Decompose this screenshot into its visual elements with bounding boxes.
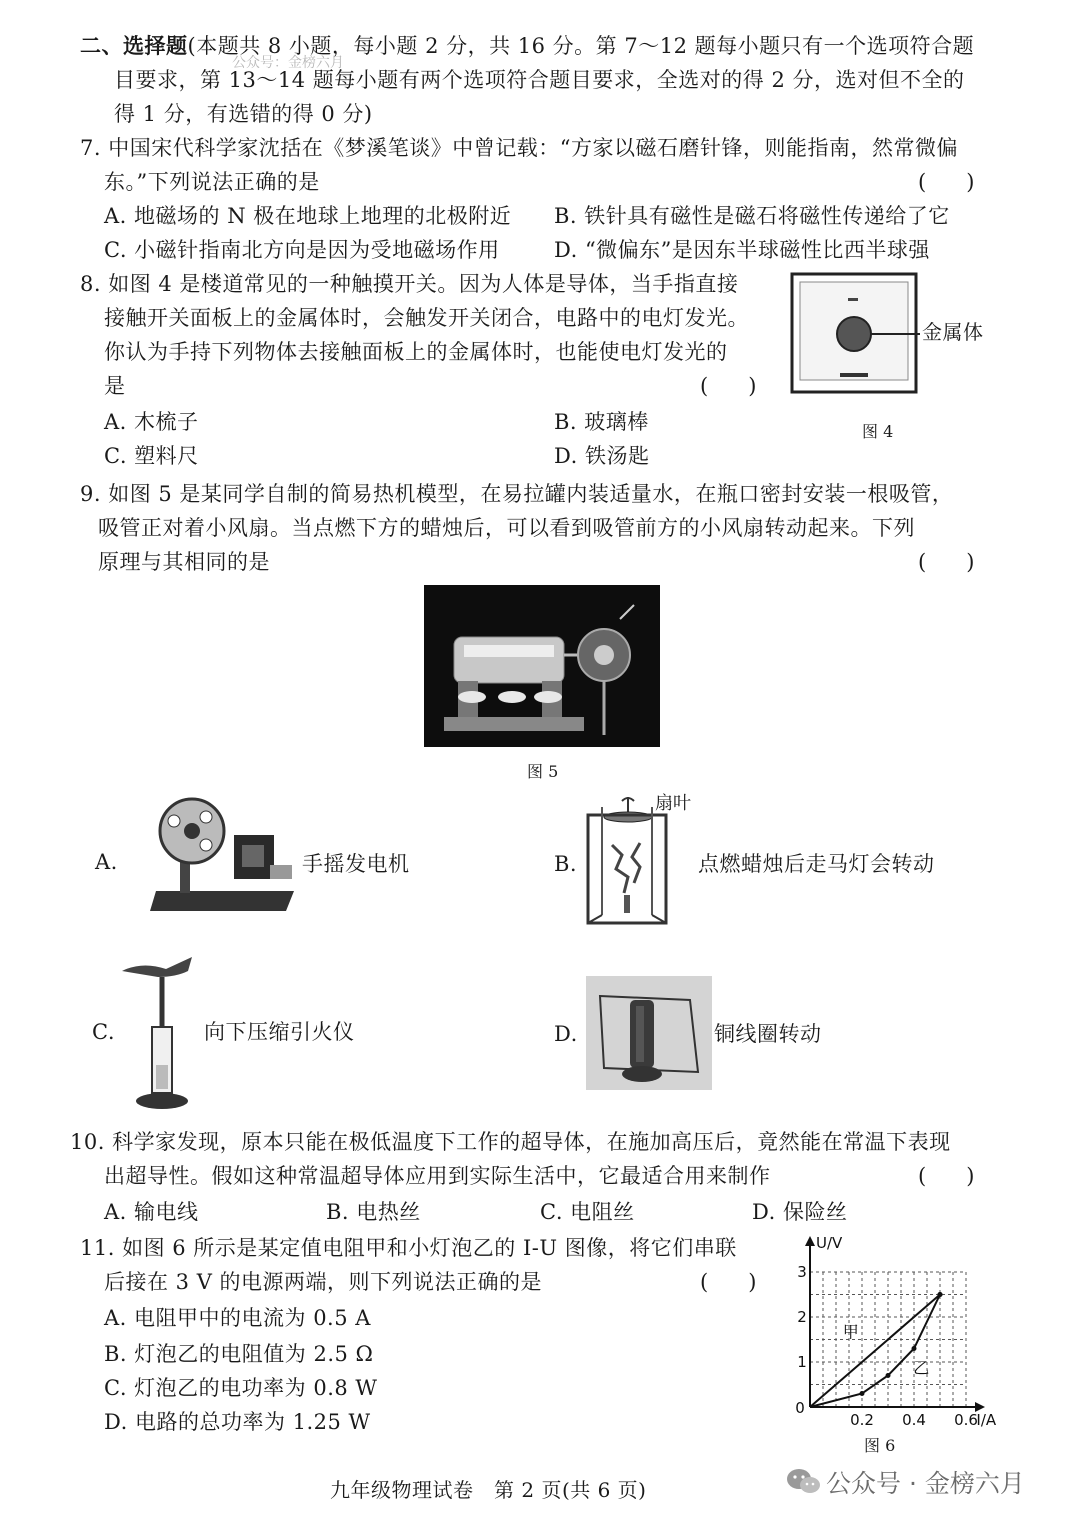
q9-option-d-letter: D. bbox=[554, 1022, 578, 1046]
y-tick-label: 3 bbox=[797, 1263, 807, 1281]
q8-option-b: B. 玻璃棒 bbox=[554, 410, 649, 434]
q8-stem-line4: 是 bbox=[104, 374, 126, 398]
q9-option-b-letter: B. bbox=[554, 852, 578, 876]
q7-option-a: A. 地磁场的 N 极在地球上地理的北极附近 bbox=[104, 204, 512, 228]
q11-option-b: B. 灯泡乙的电阻值为 2.5 Ω bbox=[104, 1342, 374, 1366]
fire-syringe-image bbox=[118, 955, 198, 1115]
series-point-乙 bbox=[938, 1292, 943, 1297]
series-point-乙 bbox=[860, 1391, 865, 1396]
series-label-甲: 甲 bbox=[842, 1322, 859, 1342]
q11-stem-line1: 11. 如图 6 所示是某定值电阻甲和小灯泡乙的 I-U 图像，将它们串联 bbox=[80, 1236, 737, 1260]
figure-6-iu-chart bbox=[790, 1232, 1000, 1432]
metal-contact bbox=[837, 317, 871, 351]
series-point-乙 bbox=[912, 1346, 917, 1351]
q9-option-a-letter: A. bbox=[95, 850, 118, 874]
y-tick-label: 2 bbox=[797, 1308, 807, 1326]
q7-option-b: B. 铁针具有磁性是磁石将磁性传递给了它 bbox=[554, 204, 950, 228]
q10-option-a: A. 输电线 bbox=[104, 1200, 199, 1224]
lantern-fan-blade-label: 扇叶 bbox=[655, 793, 691, 814]
chart-series bbox=[810, 1292, 943, 1407]
x-tick-label: 0.2 bbox=[850, 1411, 874, 1429]
q9-option-d-text: 铜线圈转动 bbox=[714, 1022, 822, 1046]
q9-option-a-text: 手摇发电机 bbox=[302, 852, 410, 876]
q8-option-a: A. 木梳子 bbox=[104, 410, 199, 434]
section-header-line3: 得 1 分，有选错的得 0 分) bbox=[114, 102, 373, 126]
q9-option-c-text: 向下压缩引火仪 bbox=[204, 1020, 355, 1044]
q10-answer-blank: ( ) bbox=[918, 1164, 975, 1188]
q8-option-d: D. 铁汤匙 bbox=[554, 444, 650, 468]
q11-answer-blank: ( ) bbox=[700, 1270, 757, 1294]
q9-stem-line1: 9. 如图 5 是某同学自制的简易热机模型，在易拉罐内装适量水，在瓶口密封安装一根吸管， bbox=[80, 482, 954, 506]
section-header-line1 bbox=[80, 32, 974, 60]
origin-label: 0 bbox=[795, 1399, 805, 1417]
q11-option-c: C. 灯泡乙的电功率为 0.8 W bbox=[104, 1376, 378, 1400]
q10-option-d: D. 保险丝 bbox=[752, 1200, 848, 1224]
q9-option-c-letter: C. bbox=[92, 1020, 115, 1044]
q10-option-b: B. 电热丝 bbox=[326, 1200, 421, 1224]
section-instructions: (本题共 8 小题，每小题 2 分，共 16 分。第 7～12 题每小题只有一个选项符合题 bbox=[187, 34, 975, 58]
chart-axes bbox=[805, 1236, 985, 1412]
page-footer: 九年级物理试卷 第 2 页(共 6 页) bbox=[330, 1478, 647, 1502]
x-axis-label: I/A bbox=[976, 1411, 997, 1429]
copper-coil-image bbox=[586, 976, 712, 1090]
q7-answer-blank: ( ) bbox=[918, 170, 975, 194]
figure-6-caption: 图 6 bbox=[864, 1436, 896, 1455]
x-tick-label: 0.4 bbox=[902, 1411, 926, 1429]
y-tick-label: 1 bbox=[797, 1353, 807, 1371]
q10-option-c: C. 电阻丝 bbox=[540, 1200, 635, 1224]
y-axis-label: U/V bbox=[816, 1234, 843, 1252]
section-header-line2: 目要求，第 13～14 题每小题有两个选项符合题目要求，全选对的得 2 分，选对但不全的 bbox=[114, 68, 965, 92]
section-title: 二、选择题 bbox=[80, 33, 188, 58]
q9-answer-blank: ( ) bbox=[918, 550, 975, 574]
q8-answer-blank: ( ) bbox=[700, 374, 757, 398]
figure-4-touch-switch bbox=[790, 272, 920, 396]
q10-stem-line2: 出超导性。假如这种常温超导体应用到实际生活中，它最适合用来制作 bbox=[104, 1164, 771, 1188]
figure-5-caption: 图 5 bbox=[527, 762, 559, 781]
figure-4-caption: 图 4 bbox=[862, 422, 894, 441]
figure-5-heat-engine-photo bbox=[424, 585, 660, 747]
wechat-icon bbox=[786, 1466, 822, 1496]
q10-stem-line1: 10. 科学家发现，原本只能在极低温度下工作的超导体，在施加高压后，竟然能在常温下表现 bbox=[70, 1130, 951, 1154]
q7-stem-line1: 7. 中国宋代科学家沈括在《梦溪笔谈》中曾记载：“方家以磁石磨针锋，则能指南，然常微偏 bbox=[80, 136, 958, 160]
q7-stem-line2: 东。”下列说法正确的是 bbox=[104, 170, 320, 194]
y-axis-arrow bbox=[805, 1236, 815, 1246]
q11-stem-line2: 后接在 3 V 的电源两端，则下列说法正确的是 bbox=[104, 1270, 543, 1294]
q9-stem-line2: 吸管正对着小风扇。当点燃下方的蜡烛后，可以看到吸管前方的小风扇转动起来。下列 bbox=[98, 516, 915, 540]
hand-crank-generator-image bbox=[150, 795, 300, 915]
series-line-甲 bbox=[810, 1295, 940, 1408]
q8-stem-line3: 你认为手持下列物体去接触面板上的金属体时，也能使电灯发光的 bbox=[104, 340, 728, 364]
footer-watermark-text: 公众号 · 金榜六月 bbox=[826, 1469, 1025, 1498]
q8-stem-line2: 接触开关面板上的金属体时，会触发开关闭合，电路中的电灯发光。 bbox=[104, 306, 749, 330]
revolving-lantern-image bbox=[582, 795, 672, 935]
figure-4-metal-label: 金属体 bbox=[922, 320, 984, 344]
series-label-乙: 乙 bbox=[913, 1358, 930, 1378]
q8-option-c: C. 塑料尺 bbox=[104, 444, 199, 468]
watermark-top: 公众号：金榜六月 bbox=[232, 55, 344, 71]
q11-option-d: D. 电路的总功率为 1.25 W bbox=[104, 1410, 371, 1434]
q7-option-c: C. 小磁针指南北方向是因为受地磁场作用 bbox=[104, 238, 500, 262]
q11-option-a: A. 电阻甲中的电流为 0.5 A bbox=[104, 1306, 371, 1330]
series-point-乙 bbox=[886, 1373, 891, 1378]
q7-option-d: D. “微偏东”是因东半球磁性比西半球强 bbox=[554, 238, 930, 262]
q9-option-b-text: 点燃蜡烛后走马灯会转动 bbox=[698, 852, 935, 876]
x-tick-label: 0.6 bbox=[954, 1411, 978, 1429]
q8-stem-line1: 8. 如图 4 是楼道常见的一种触摸开关。因为人体是导体，当手指直接 bbox=[80, 272, 739, 296]
q9-stem-line3: 原理与其相同的是 bbox=[98, 550, 270, 574]
